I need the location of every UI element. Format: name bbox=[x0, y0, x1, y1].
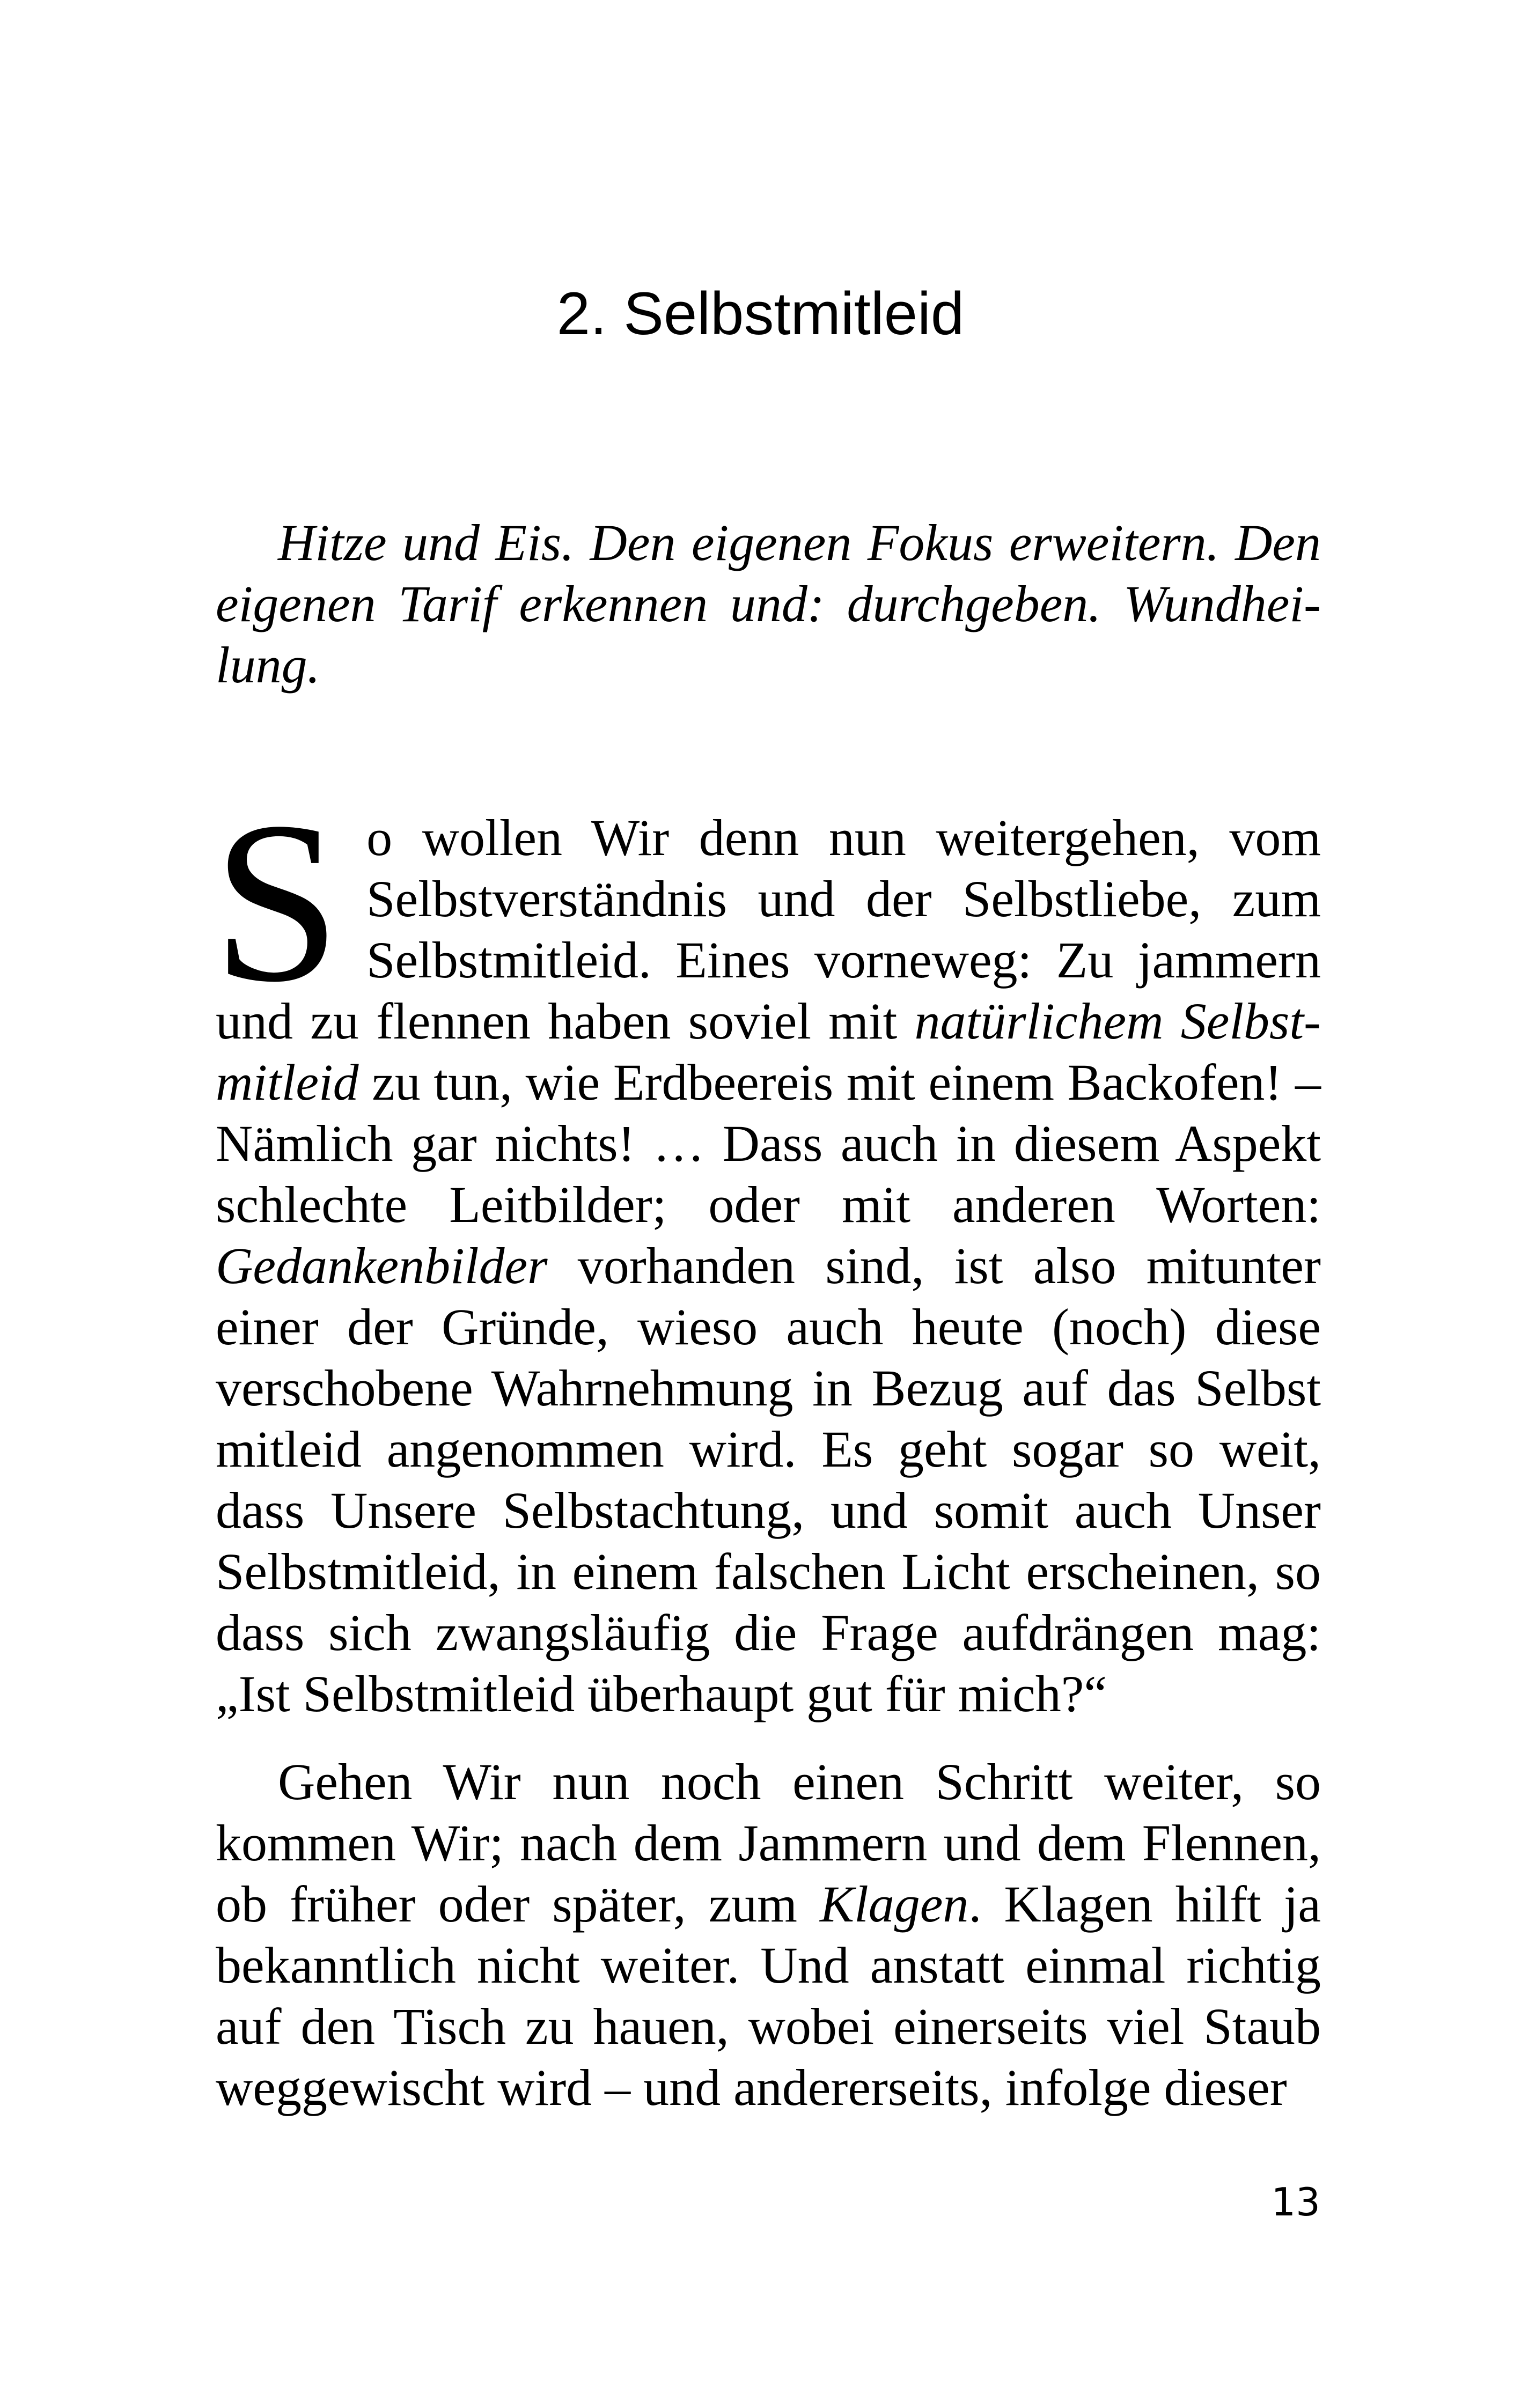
paragraph-1-italic-a: natürlichem Selbstmitleid bbox=[216, 992, 1321, 1111]
paragraph-1-italic-b: Gedankenbilder bbox=[216, 1237, 548, 1294]
paragraph-2 bbox=[216, 1751, 1321, 2118]
page-number: 13 bbox=[1271, 2179, 1320, 2225]
paragraph-1-text-b: zu tun, wie Erdbeereis mit einem Backofen! – Nämlich gar nichts! … Dass auch in diesem Aspekt schlechte Leitbilder; oder mit anderen Worten: bbox=[216, 1054, 1321, 1233]
paragraph-1-text-a: o wollen Wir denn nun weitergehen, vom Selbstverständnis und der Selbstliebe, zum Selbstmitleid. Eines vorneweg: Zu jammern und zu flennen haben soviel mit bbox=[216, 809, 1321, 1050]
chapter-title: 2. Selbstmitleid bbox=[556, 280, 965, 348]
drop-cap: S bbox=[212, 775, 341, 1030]
paragraph-2-italic: Klagen bbox=[820, 1875, 969, 1933]
paragraph-2-text-b: . Klagen hilft ja bekanntlich nicht weiter. Und anstatt einmal richtig auf den Tisch zu hauen, wobei einerseits viel Staub weggewischt wird – und andererseits, infolge dieser bbox=[216, 1875, 1321, 2116]
paragraph-1 bbox=[212, 775, 1321, 1725]
chapter-epigraph: Hitze und Eis. Den eigenen Fokus erweitern. Den eigenen Tarif erkennen und: durchgeben. Wundheilung. bbox=[216, 514, 1321, 694]
paragraph-2-text-a: Gehen Wir nun noch einen Schritt weiter, so kommen Wir; nach dem Jammern und dem Flennen, ob früher oder später, zum bbox=[216, 1753, 1321, 1933]
main-text bbox=[212, 775, 1321, 2118]
paragraph-1-text-c: vorhanden sind, ist also mitunter einer der Gründe, wieso auch heute (noch) diese verschobene Wahrnehmung in Bezug auf das Selbst mitleid angenommen wird. Es geht sogar so weit, dass Unsere Selbstachtung, und somit auch Unser Selbstmitleid, in einem falschen Licht erscheinen, so dass sich zwangsläufig die Frage aufdrängen mag: „Ist Selbstmitleid überhaupt gut für mich?“ bbox=[216, 1237, 1321, 1722]
